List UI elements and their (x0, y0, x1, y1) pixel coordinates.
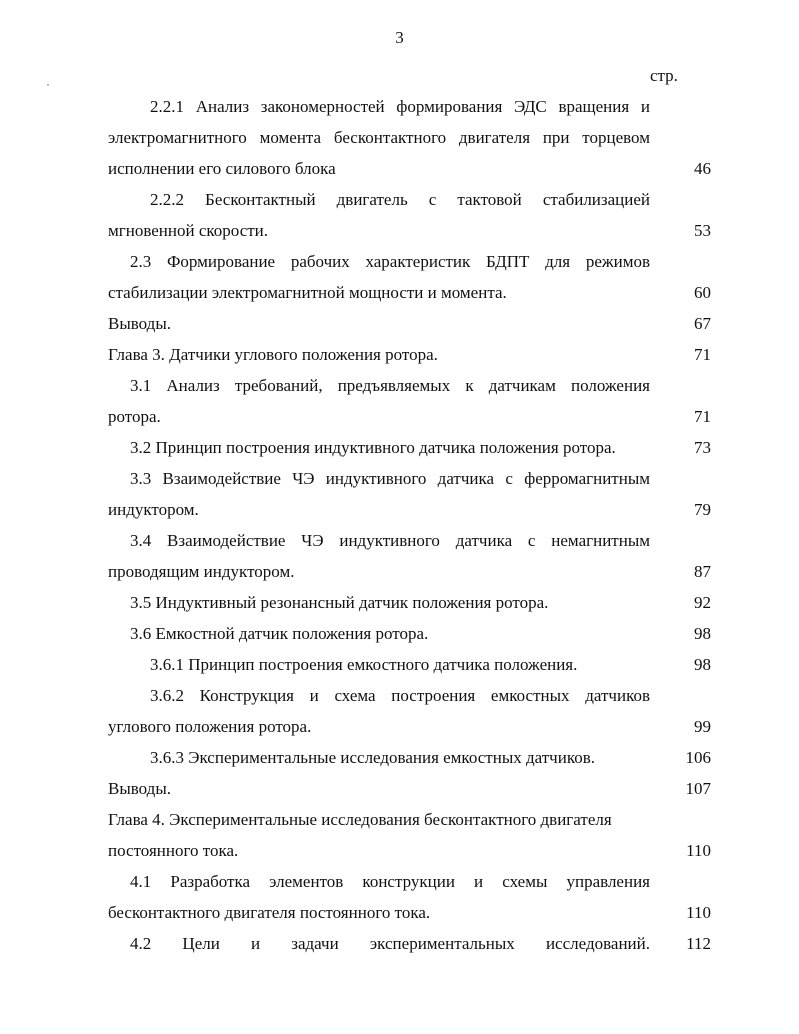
toc-page-number: 110 (686, 841, 711, 860)
page-column-header: стр. (650, 66, 678, 85)
toc-entry-line: ротора. (108, 407, 161, 426)
toc-entry-line: углового положения ротора. (108, 717, 312, 736)
toc-page-number: 46 (694, 159, 711, 178)
toc-entry-line: 3.6.2 Конструкция и схема построения емкостных датчиков (150, 686, 650, 705)
page-number: 3 (395, 28, 404, 47)
toc-entry-line: 3.6 Емкостной датчик положения ротора. (130, 624, 429, 643)
toc-page-number: 79 (694, 500, 711, 519)
toc-entry-line: постоянного тока. (108, 841, 239, 860)
toc-entry-line: 3.3 Взаимодействие ЧЭ индуктивного датчика с ферромагнитным (130, 469, 650, 488)
toc-entry-line: стабилизации электромагнитной мощности и момента. (108, 283, 507, 302)
toc-entry-line: 3.4 Взаимодействие ЧЭ индуктивного датчика с немагнитным (130, 531, 650, 550)
toc-entry-line: Выводы. (108, 314, 172, 333)
toc-page-number: 107 (685, 779, 711, 798)
toc-entry-line: Глава 3. Датчики углового положения ротора. (108, 345, 438, 364)
toc-entry-line: 4.1 Разработка элементов конструкции и схемы управления (130, 872, 650, 891)
toc-entry-line: 2.3 Формирование рабочих характеристик БДПТ для режимов (130, 252, 650, 271)
toc-page-number: 67 (694, 314, 711, 333)
toc-entry-line: Глава 4. Экспериментальные исследования бесконтактного двигателя (108, 810, 612, 829)
toc-entry-line: проводящим индуктором. (108, 562, 295, 581)
toc-entry-line: 2.2.1 Анализ закономерностей формирования ЭДС вращения и (150, 97, 650, 116)
toc-entry-line: 4.2 Цели и задачи экспериментальных исследований. (130, 934, 650, 953)
toc-page-number: 98 (694, 624, 711, 643)
toc-entry-line: индуктором. (108, 500, 199, 519)
toc-entry-line: исполнении его силового блока (108, 159, 336, 178)
toc-entry-line: 2.2.2 Бесконтактный двигатель с тактовой стабилизацией (150, 190, 650, 209)
toc-page-number: 71 (694, 345, 711, 364)
toc-page-number: 110 (686, 903, 711, 922)
toc-page-number: 87 (694, 562, 711, 581)
toc-entry-line: 3.5 Индуктивный резонансный датчик положения ротора. (130, 593, 549, 612)
toc-page-number: 53 (694, 221, 711, 240)
toc-entry-line: 3.6.3 Экспериментальные исследования емкостных датчиков. (150, 748, 596, 767)
toc-page-number: 98 (694, 655, 711, 674)
toc-page-number: 71 (694, 407, 711, 426)
toc-page-number: 92 (694, 593, 711, 612)
toc-entry-line: мгновенной скорости. (108, 221, 269, 240)
toc-page-number: 106 (685, 748, 711, 767)
toc-entry-line: Выводы. (108, 779, 172, 798)
toc-entry-line: 3.2 Принцип построения индуктивного датчика положения ротора. (130, 438, 616, 457)
toc-page-number: 73 (694, 438, 711, 457)
toc-entry-line: электромагнитного момента бесконтактного двигателя при торцевом (108, 128, 650, 147)
toc-page-number: 112 (686, 934, 711, 953)
toc-entry-line: бесконтактного двигателя постоянного тока. (108, 903, 431, 922)
toc-page-number: 99 (694, 717, 711, 736)
toc-entry-line: 3.1 Анализ требований, предъявляемых к датчикам положения (130, 376, 650, 395)
toc-page-number: 60 (694, 283, 711, 302)
toc-entry-line: 3.6.1 Принцип построения емкостного датчика положения. (150, 655, 578, 674)
